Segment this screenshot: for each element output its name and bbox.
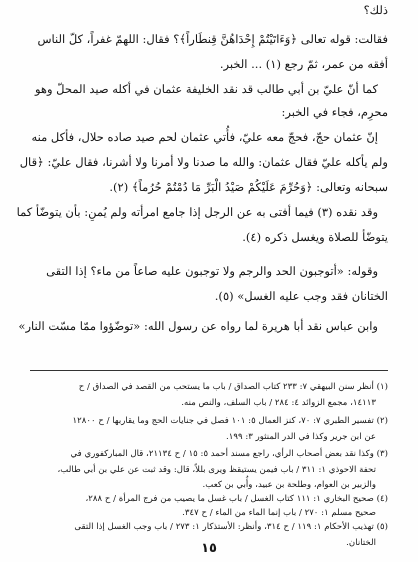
body-line: الختانان فقد وجب عليه الغسل» (٥). (214, 289, 388, 303)
footnote-separator (30, 370, 388, 371)
footnote-line: عن ابن جرير وكذا في الدر المنثور ٣: ١٩٩. (226, 432, 376, 442)
footnote-line: ١٤١١٣، مجمع الزوائد ٤: ٢٨٤ / باب السلف، والنص منه. (181, 398, 376, 408)
body-line: وابن عباس نقد أبا هريرة لما رواه عن رسول الله: «توضّؤوا ممّا مسّت النار» (18, 319, 378, 333)
footnote-line: (٤) صحيح البخاري ١: ١١١ كتاب الغسل / باب غسل ما يصيب من فرج المرأة / ح ٢٨٨، (85, 494, 388, 504)
body-line: وقوله: «أتوجبون الحد والرجم ولا توجبون عليه صاعاً من ماء؟ إذا التقى (46, 264, 378, 278)
body-line: ولم يأكله عليّ فقال عثمان: والله ما صدنا ولا أمرنا ولا أشرنا، فقال عليّ: ﴿قال (19, 155, 388, 169)
body-line: ذلك؟ (363, 3, 388, 17)
footnote-line: (٥) تهذيب الأحكام ١: ١١٩ / ح ٣١٤، وأنظر: الأستذكار ١: ٢٧٣ / باب وجب الغسل إذا التقى (74, 522, 388, 532)
body-line: فقالت: قوله تعالى ﴿وَءَاتَيْتُمْ إِحْدَاهُنَّ قِنطَاراً﴾؟ فقال: اللهمّ غفراً، كلّ الناس (37, 32, 388, 46)
footnote-line: صحيح مسلم ١: ٢٧٠ / باب إنما الماء من الماء / ح ٣٤٧. (182, 508, 376, 518)
footnote-line: (٣) وكذا نقد بعض أصحاب الرأي، راجع مسند أحمد ٥: ١٥ / ح ٢١١٣٤، قال المباركفوري في (70, 449, 388, 459)
footnote-line: الختانان. (346, 538, 376, 548)
body-line: أفقه من عمر، ثمّ رجع (١) ... الخبر. (219, 57, 388, 71)
footnote-line: تحفة الاحوذي ١: ٣١١ / باب فيمن يستيقظ ويرى بللاً، قال: وقد ثبت عن علي بن أبي طالب، (57, 465, 376, 475)
body-line: يتوضّأ للصلاة ويغسل ذكره (٤). (242, 230, 388, 244)
body-line: محرِم، فجاء في الخبر: (281, 105, 388, 119)
footnote-line: (١) أنظر سنن البيهقي ٧: ٢٣٣ كتاب الصداق / باب ما يستحب من القصد في الصداق / ح (78, 382, 388, 392)
footnote-line: (٢) تفسير الطبري ٧: ٧٠، كنز العمال ٥: ١٠١ فصل في جنايات الحج وما يقاربها / ح ١٢٨٠٠ (72, 416, 388, 426)
body-line: وقد نقده (٣) فيما أفتى به عن الرجل إذا جامع امرأته ولم يُمنِ: بأن يتوضّأ كما (16, 205, 378, 219)
body-line: كما أنّ عليّ بن أبي طالب قد نقد الخليفة عثمان في أكله صيد المحلّ وهو (34, 82, 378, 96)
body-line: سبحانه وتعالى: ﴿وَحُرِّمَ عَلَيْكُمْ صَيْدُ الْبَرِّ مَا دُمْتُمْ حُرُماً﴾ (٢). (109, 180, 388, 194)
page-number: ١٥ (201, 541, 217, 556)
footnote-line: والزبير بن العوام، وطلحة بن عبيد، وأُبي بن كعب. (202, 480, 376, 490)
body-line: إنّ عثمان حجّ، فحجّ معه عليّ، فأُتي عثمان لحم صيد صاده حلال، فأكل منه (31, 130, 378, 144)
